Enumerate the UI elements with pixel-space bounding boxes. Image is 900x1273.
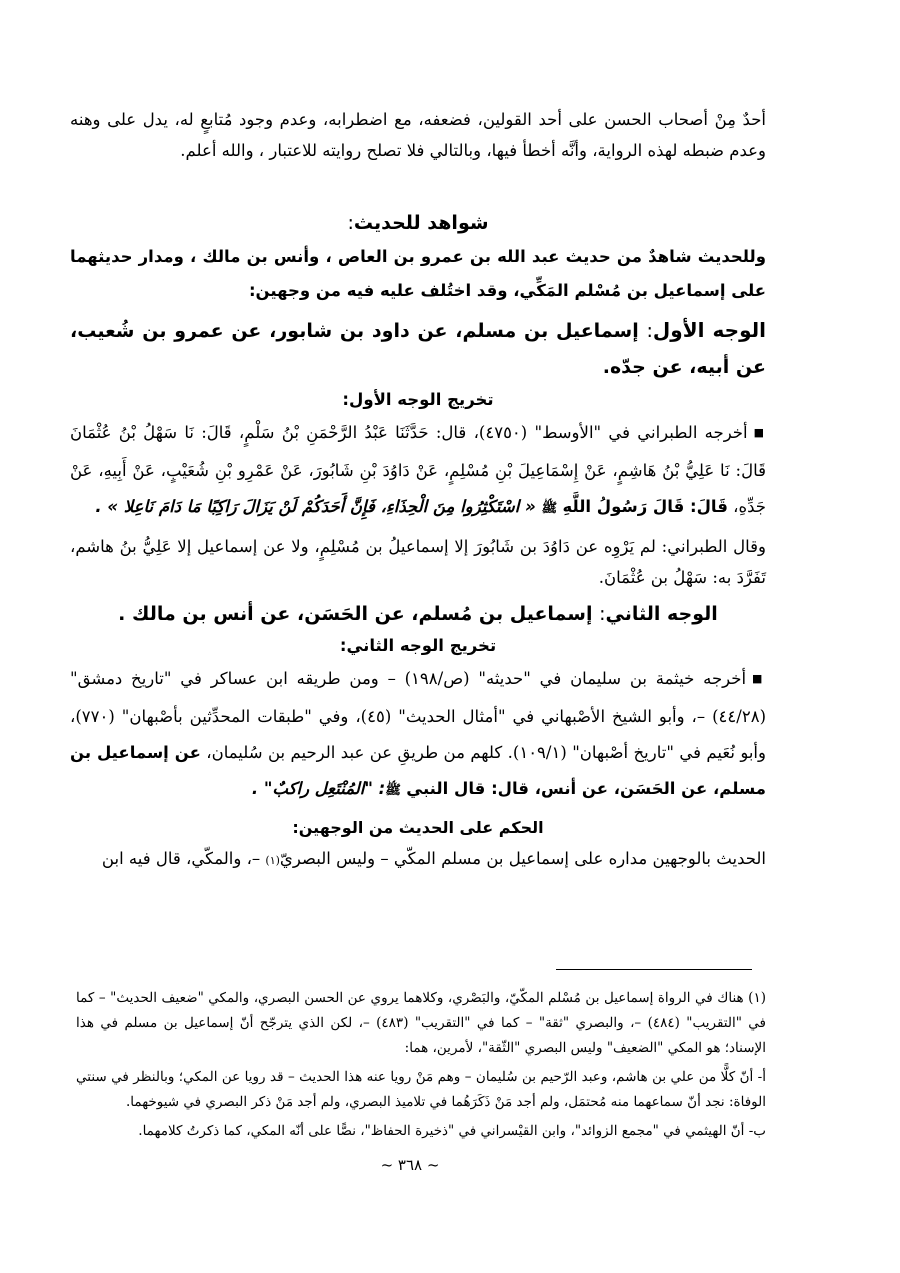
footnote-item-b: ب- أنّ الهيثمي في "مجمع الزوائد"، وابن القيْسراني في "ذخيرة الحفاظ"، نصًّا على أنّه المكي، كما ذكرتُ كلامهما. <box>138 1123 766 1139</box>
witnesses-heading-colon: : <box>347 212 354 234</box>
variant-one-text: إسماعيل بن مسلم، عن داود بن شابور، عن عمرو بن شُعيب، عن أبيه، عن جدّه. <box>70 320 766 378</box>
variant-one-title <box>70 312 766 385</box>
page-body <box>70 104 766 876</box>
bullet-icon: ■ <box>753 426 766 439</box>
variant-one-takhrij <box>70 415 766 527</box>
variant-two-lead: الوجه الثاني <box>605 603 718 625</box>
tabarani-note: وقال الطبراني: لم يَرْوِه عن دَاوُدَ بن شَابُورَ إلا إسماعيلُ بن مُسْلِمٍ، ولا عن إسماعيل إلا عَلِيُّ بنُ هاشم، تَفَرَّدَ به: سَهْلُ بن عُثْمَانَ. <box>70 537 766 587</box>
honorific-icon: ﷺ <box>385 783 401 798</box>
witnesses-heading <box>70 206 766 240</box>
variant-two-colon: : <box>599 603 606 625</box>
ruling-text: الحديث بالوجهين مداره على إسماعيل بن مسلم المكّي – وليس البصريّ <box>279 849 766 868</box>
ruling-title: الحكم على الحديث من الوجهين: <box>292 818 544 837</box>
page-number: ~ ٣٦٨ ~ <box>380 1156 440 1174</box>
variant-two-takhrij <box>70 661 766 809</box>
variant-one-said: قَالَ: قَالَ رَسُولُ اللَّهِ <box>562 497 728 516</box>
variant-one-lead: الوجه الأول <box>652 318 766 342</box>
variant-two-chain: عن إسماعيل بن مسلم، عن الحَسَن، عن أنس، قال: قال النبي <box>70 743 766 798</box>
witnesses-paragraph: وللحديث شاهدٌ من حديث عبد الله بن عمرو بن العاص ، وأنس بن مالك ، ومدار حديثهما على إسماعيل بن مُسْلم المَكِّي، وقد اختُلف عليه فيه من وجهين: <box>70 247 766 300</box>
witnesses-heading-text: شواهد للحديث <box>353 212 489 234</box>
variant-two-hadith: : "المُنْتَعِل راكبٌ" . <box>251 779 386 798</box>
footnotes <box>76 986 766 1144</box>
ruling-text-end: –، والمكّي، قال فيه ابن <box>101 849 266 868</box>
variant-two-takhrij-text: أخرجه خيثمة بن سليمان في "حديثه" (ص/١٩٨) – ومن طريقه ابن عساكر في "تاريخ دمشق" (٤٤/٢٨) –، وأبو الشيخ الأصْبهاني في "أمثال الحديث" (٤٥)، وفي "طبقات المحدِّثين بأصْبهان" (٧٧٠)، وأبو نُعَيم في "تاريخ أصْبهان" (١٠٩/١). كلهم من طريقِ عن عبد الرحيم بن سُليمان، <box>70 669 766 762</box>
variant-two-text: إسماعيل بن مُسلم، عن الحَسَن، عن أنس بن مالك . <box>118 603 600 625</box>
variant-one-colon: : <box>646 320 653 342</box>
footnote-separator <box>556 969 752 970</box>
variant-one-takhrij-title: تخريج الوجه الأول: <box>342 390 494 409</box>
variant-one-hadith: « اسْتَكْثِرُوا مِنَ الْحِذَاءِ، فَإِنَّ أَحَدَكُمْ لَنْ يَزَالَ رَاكِبًا مَا دَامَ نَاعِلا » . <box>95 497 542 516</box>
variant-two-takhrij-title: تخريج الوجه الثاني: <box>339 636 497 655</box>
footnote-ref[interactable]: (١) <box>265 854 280 867</box>
intro-paragraph: أحدٌ مِنْ أصحاب الحسن على أحد القولين، فضعفه، مع اضطرابه، وعدم وجود مُتابعٍ له، يدل على وهنه وعدم ضبطه لهذه الرواية، وأنَّه أخطأ فيها، وبالتالي فلا تصلح روايته للاعتبار ، والله أعلم. <box>70 110 766 160</box>
footnote-item-a: أ- أنّ كلًّا من علي بن هاشم، وعبد الرّحيم بن سُليمان – وهم مَنْ رويا عنه هذا الحديث – قد رويا عن المكي؛ وبالنظر في سنتي الوفاة: نجد أنّ سماعهما منه مُحتمَل، ولم أجد مَنْ ذَكَرَهُما في تلاميذ البصري، ولم أجد مَنْ ذكر البصري في شيوخهما. <box>76 1069 766 1110</box>
ruling-paragraph <box>70 843 766 876</box>
variant-one-takhrij-text: أخرجه الطبراني في "الأوسط" (٤٧٥٠)، قال: حَدَّثَنَا عَبْدُ الرَّحْمَنِ بْنُ سَلْمٍ، قَالَ: نَا سَهْلُ بْنُ عُثْمَانَ قَالَ: نَا عَلِيُّ بْنُ هَاشِمٍ، عَنْ إِسْمَاعِيلَ بْنِ مُسْلِمٍ، عَنْ دَاوُدَ بْنِ شَابُورَ، عَنْ عَمْرِو بْنِ شُعَيْبٍ، عَنْ أَبِيهِ، عَنْ جَدِّهِ، <box>70 423 766 516</box>
variant-two-title <box>70 597 766 631</box>
bullet-icon: ■ <box>752 672 766 685</box>
honorific-icon: ﷺ <box>541 501 558 516</box>
footnote-1: (١) هناك في الرواة إسماعيل بن مُسْلم المكّيّ، والبَصْري، وكلاهما يروي عن الحسن البصري، والمكي "ضعيف الحديث" – كما في "التقريب" (٤٨٤) –، والبصري "ثقة" – كما في "التقريب" (٤٨٣) –، لكن الذي يترجّح أنّ إسماعيل بن مسلم في هذا الإسناد؛ هو المكي "الضعيف" وليس البصري "الثّقة"، لأمرين، هما: <box>76 990 767 1056</box>
